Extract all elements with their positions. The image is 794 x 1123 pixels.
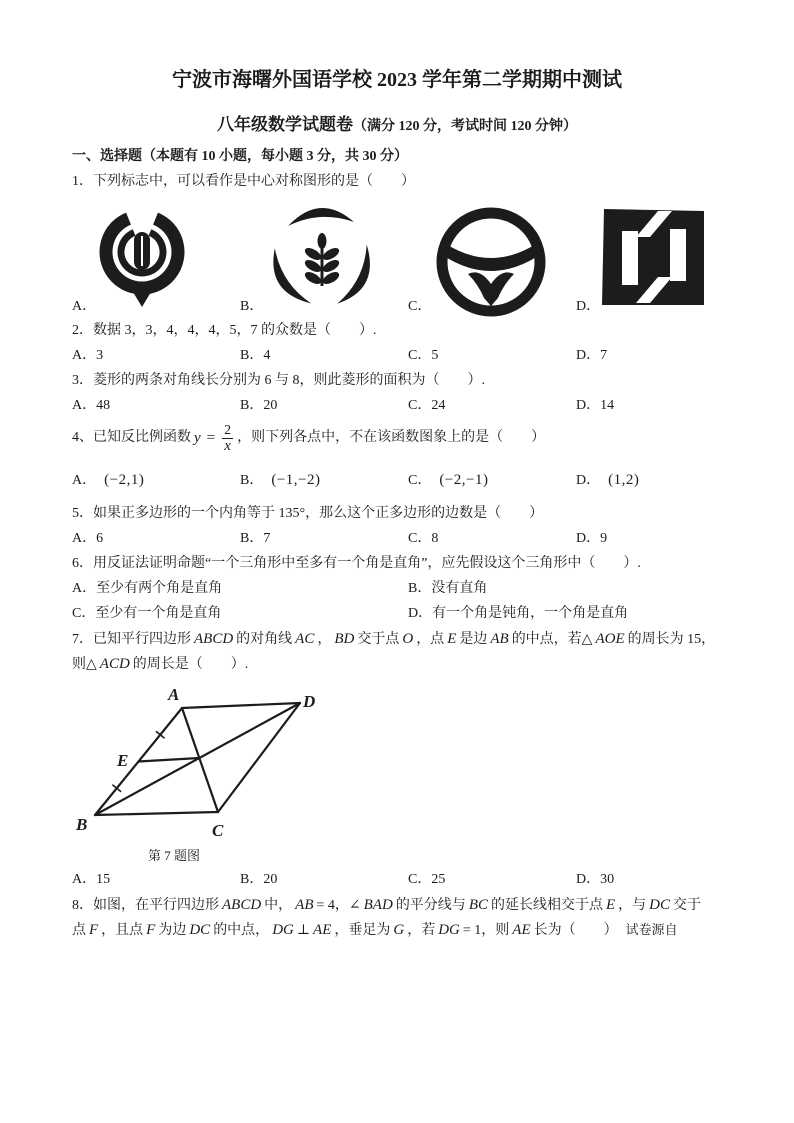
q8-var: E <box>605 897 616 913</box>
q8-text: 为边 <box>158 923 187 938</box>
q4-stem <box>72 422 545 454</box>
q7-text: 的中点，若△ <box>511 632 593 647</box>
q5-option-d: D．9 <box>576 531 608 546</box>
q4-option-b-label: B． <box>240 473 264 488</box>
edge-ad <box>182 703 300 708</box>
q4-stem-prefix: 4、已知反比例函数 <box>72 430 191 445</box>
q4-option-b <box>240 469 321 492</box>
q8-var: AB <box>295 897 314 913</box>
q7-text: 是边 <box>459 632 488 647</box>
circle-band-emblem-icon <box>434 206 548 318</box>
q3-option-d: D．14 <box>576 398 615 413</box>
q4-option-a-label: A． <box>72 473 97 488</box>
q1-option-c: C． <box>408 299 432 314</box>
q4-option-b-value: (−1,−2) <box>271 472 321 488</box>
q4-option-a-value: (−2,1) <box>104 472 145 488</box>
q7-option-a: A．15 <box>72 872 111 887</box>
q8-var: G <box>393 922 405 938</box>
q8-var: AE <box>313 922 332 938</box>
edge-dc <box>218 703 300 812</box>
q4-stem-suffix: ，则下列各点中，不在该函数图象上的是（ ） <box>237 430 546 445</box>
ring-emblem-icon <box>92 206 192 310</box>
q7-option-c: C．25 <box>408 872 446 887</box>
source-note: 试卷源自 <box>625 922 678 937</box>
q8-text: 的延长线相交于点 <box>490 898 603 913</box>
square-s-emblem-icon <box>600 207 706 307</box>
q8-text: ，若 <box>407 923 436 938</box>
q8-var: BAD <box>363 897 393 913</box>
q8-var: DG <box>272 922 294 938</box>
q8-var: BC <box>468 897 488 913</box>
q7-option-d: D．30 <box>576 872 615 887</box>
q7-parallelogram-figure <box>70 680 330 845</box>
q6-option-d: D．有一个角是钝角，一个角是直角 <box>408 606 629 621</box>
q7-var: ACD <box>99 656 130 672</box>
q5-option-a: A．6 <box>72 531 104 546</box>
q4-option-c-value: (−2,−1) <box>439 472 489 488</box>
diagonal-ac <box>182 708 218 812</box>
q7-text: 的周长是（ ）. <box>132 657 249 672</box>
q8-stem-line1 <box>72 895 701 916</box>
q2-option-a: A．3 <box>72 348 104 363</box>
q6-stem: 6．用反证法证明命题“一个三角形中至多有一个角是直角”，应先假设这个三角形中（ ）. <box>72 556 641 571</box>
label-c: C <box>212 821 224 840</box>
q8-text: 点 <box>72 923 86 938</box>
q1-option-a: A． <box>72 299 97 314</box>
q4-option-a <box>72 469 144 492</box>
q6-option-b: B．没有直角 <box>408 581 488 596</box>
q4-option-c <box>408 469 489 492</box>
q7-option-b: B．20 <box>240 872 278 887</box>
q7-figure-caption: 第 7 题图 <box>148 848 201 863</box>
q4-equals: = <box>206 430 216 446</box>
q4-option-c-label: C． <box>408 473 432 488</box>
exam-subtitle-line <box>0 112 794 140</box>
q8-var: DC <box>189 922 211 938</box>
q4-numerator: 2 <box>224 422 232 438</box>
q3-option-a: A．48 <box>72 398 111 413</box>
q6-option-a: A．至少有两个角是直角 <box>72 581 223 596</box>
q8-text: 的平分线与 <box>395 898 466 913</box>
q7-var: O <box>402 631 414 647</box>
q5-option-c: C．8 <box>408 531 439 546</box>
q7-var: ABCD <box>194 631 234 647</box>
q2-stem: 2．数据 3，3，4，4，4，5，7 的众数是（ ）. <box>72 323 377 338</box>
crescent-plant-emblem-icon <box>262 204 384 312</box>
q4-option-d-value: (1,2) <box>608 472 640 488</box>
q1-option-d: D． <box>576 299 601 314</box>
label-a: A <box>168 685 180 704</box>
q7-var: BD <box>334 631 355 647</box>
q7-text: 的周长为 15， <box>627 632 716 647</box>
q5-option-b: B．7 <box>240 531 271 546</box>
q1-stem: 1．下列标志中，可以看作是中心对称图形的是（ ） <box>72 174 415 189</box>
q7-text: 则△ <box>72 657 97 672</box>
q8-text: 8．如图，在平行四边形 <box>72 898 219 913</box>
q8-var: F <box>146 922 156 938</box>
q8-text: 长为（ ） <box>533 923 618 938</box>
q8-text: 的中点， <box>213 923 270 938</box>
q8-text: ，垂足为 <box>334 923 391 938</box>
q2-option-c: C．5 <box>408 348 439 363</box>
section-title: 一、选择题（本题有 10 小题，每小题 3 分，共 30 分） <box>72 149 408 164</box>
q3-option-b: B．20 <box>240 398 278 413</box>
exam-score-time-note: （满分 120 分，考试时间 120 分钟） <box>353 119 577 134</box>
q7-var: E <box>447 631 457 647</box>
exam-title: 宁波市海曙外国语学校 2023 学年第二学期期中测试 <box>172 69 622 91</box>
q7-text: 交于点 <box>357 632 400 647</box>
q3-option-c: C．24 <box>408 398 446 413</box>
q6-option-c: C．至少有一个角是直角 <box>72 606 222 621</box>
q7-var: AOE <box>595 631 625 647</box>
q2-option-b: B．4 <box>240 348 271 363</box>
q7-text: ， <box>317 632 332 647</box>
q4-var-y: y <box>194 430 201 446</box>
q2-option-d: D．7 <box>576 348 608 363</box>
q8-text: ，且点 <box>101 923 144 938</box>
q8-var: ABCD <box>222 897 262 913</box>
q8-var: AE <box>512 922 531 938</box>
q8-var: DC <box>649 897 670 913</box>
label-d: D <box>303 692 316 711</box>
q8-var: F <box>89 922 99 938</box>
q4-denominator: x <box>224 437 231 454</box>
q8-text: 交于 <box>673 898 701 913</box>
q8-text: = 4，∠ <box>316 898 361 913</box>
q8-stem-line2 <box>72 920 678 941</box>
label-e: E <box>117 751 129 770</box>
q4-fraction <box>222 423 233 454</box>
q8-text: ⊥ <box>296 923 311 938</box>
q7-var: AC <box>295 631 315 647</box>
edge-cb <box>95 812 218 815</box>
segment-eo <box>139 758 200 762</box>
q5-stem: 5．如果正多边形的一个内角等于 135°，那么这个正多边形的边数是（ ） <box>72 506 544 521</box>
q8-text: 中， <box>264 898 293 913</box>
q7-text: 7．已知平行四边形 <box>72 632 191 647</box>
exam-subtitle: 八年级数学试题卷 <box>217 115 353 134</box>
q4-option-d-label: D． <box>576 473 601 488</box>
q7-text: ，点 <box>416 632 445 647</box>
label-b: B <box>76 815 88 834</box>
q3-stem: 3．菱形的两条对角线长分别为 6 与 8，则此菱形的面积为（ ）. <box>72 373 485 388</box>
q7-stem-line2 <box>72 654 248 675</box>
q8-var: DG <box>438 922 460 938</box>
q1-option-b: B． <box>240 299 264 314</box>
q7-stem-line1 <box>72 629 715 650</box>
q7-var: AB <box>490 631 509 647</box>
q4-option-d <box>576 469 639 492</box>
q7-text: 的对角线 <box>236 632 293 647</box>
q8-text: ，与 <box>618 898 647 913</box>
q8-text: = 1，则 <box>462 923 510 938</box>
